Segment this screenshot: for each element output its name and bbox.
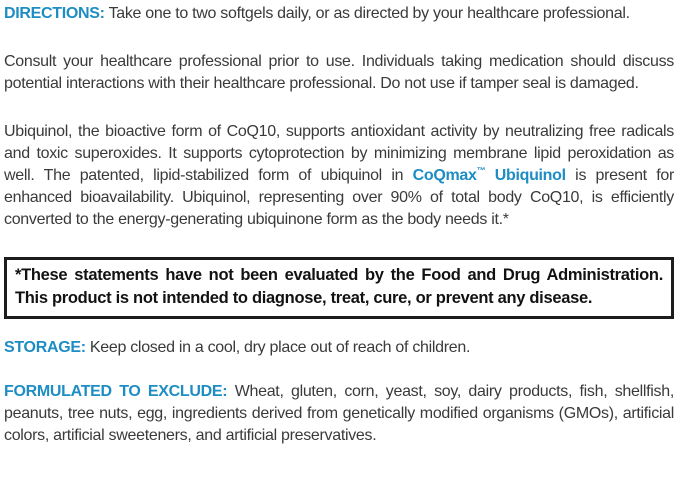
directions-label: DIRECTIONS: bbox=[4, 5, 105, 22]
ubiquinol-paragraph bbox=[4, 121, 674, 231]
ubiquinol-text-after: is present for enhanced bioavailability. Ubiquinol, representing over 90% of total body CoQ10, is efficiently converted to the energy-generating ubiquinone form as the body needs it.* bbox=[4, 167, 674, 228]
formulated-to-exclude-text: Wheat, gluten, corn, yeast, soy, dairy products, fish, shellfish, peanuts, tree nuts, egg, ingredients derived from genetically modified organisms (GMOs), artificial colors, artificial sweeteners, and artificial preservatives. bbox=[4, 383, 674, 444]
ubiquinol-text-before: Ubiquinol, the bioactive form of CoQ10, supports antioxidant activity by neutralizing free radicals and toxic superoxides. It supports cytoprotection by minimizing membrane lipid peroxidation as well. The patented, lipid-stabilized form of ubiquinol in bbox=[4, 123, 674, 184]
directions-text: Take one to two softgels daily, or as directed by your healthcare professional. bbox=[108, 5, 630, 22]
brand-name-ubiquinol: Ubiquinol bbox=[485, 167, 566, 184]
storage-text: Keep closed in a cool, dry place out of reach of children. bbox=[89, 339, 471, 356]
fda-disclaimer-text: *These statements have not been evaluated by the Food and Drug Administration. This product is not intended to diagnose, treat, cure, or prevent any disease. bbox=[15, 266, 663, 307]
directions-paragraph bbox=[4, 3, 674, 25]
formulated-to-exclude-label: FORMULATED TO EXCLUDE: bbox=[4, 383, 228, 400]
storage-label: STORAGE: bbox=[4, 339, 86, 356]
consult-text: Consult your healthcare professional prior to use. Individuals taking medication should discuss potential interactions with their healthcare professional. Do not use if tamper seal is damaged. bbox=[4, 53, 674, 92]
fda-disclaimer-box bbox=[4, 257, 674, 319]
formulated-to-exclude-paragraph bbox=[4, 381, 674, 447]
storage-paragraph bbox=[4, 337, 674, 359]
trademark-symbol: ™ bbox=[476, 165, 486, 176]
consult-paragraph bbox=[4, 51, 674, 95]
brand-name-coqmax: CoQmax bbox=[412, 167, 477, 184]
